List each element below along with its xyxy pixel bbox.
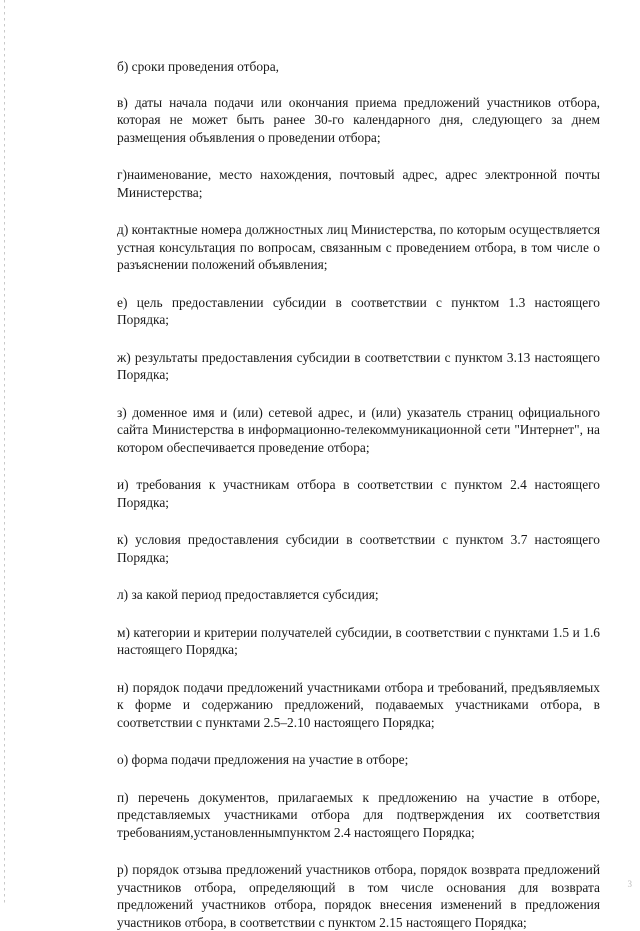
paragraph-e: е) цель предоставлении субсидии в соответствии с пунктом 1.3 настоящего Порядка; <box>117 294 600 327</box>
paragraph-r: р) порядок отзыва предложений участников отбора, порядок возврата предложений участников отбора, определяющий в том числе основания для возврата предложений участников отбора, порядок внесения изменений в предложения участников отбора, в соответствии с пунктом 2.15 настоящего Порядка; <box>117 862 600 930</box>
paragraph-zh: ж) результаты предоставления субсидии в соответствии с пунктом 3.13 настоящего Порядка; <box>117 349 600 382</box>
paragraph-g: г)наименование, место нахождения, почтовый адрес, адрес электронной почты Министерства; <box>117 167 600 200</box>
page-number: 3 <box>627 879 632 889</box>
paragraph-o: о) форма подачи предложения на участие в отборе; <box>117 752 409 767</box>
paragraph-l: л) за какой период предоставляется субсидия; <box>117 587 379 602</box>
paragraph-i: и) требования к участникам отбора в соответствии с пунктом 2.4 настоящего Порядка; <box>117 477 600 510</box>
paragraph-d: д) контактные номера должностных лиц Министерства, по которым осуществляется устная консультация по вопросам, связанным с проведением отбора, в том числе о разъяснении положений объявления; <box>117 222 600 272</box>
page-left-edge <box>4 0 5 905</box>
document-body <box>117 58 600 931</box>
paragraph-z: з) доменное имя и (или) сетевой адрес, и (или) указатель страниц официального сайта Министерства в информационно-телекоммуникационной сети "Интернет", на котором обеспечивается проведение отбора; <box>117 404 600 455</box>
paragraph-n: н) порядок подачи предложений участниками отбора и требований, предъявляемых к форме и содержанию предложений, подаваемых участниками отбора, в соответствии с пунктами 2.5–2.10 настоящего Порядка; <box>117 679 600 730</box>
paragraph-k: к) условия предоставления субсидии в соответствии с пунктом 3.7 настоящего Порядка; <box>117 532 600 565</box>
paragraph-v: в) даты начала подачи или окончания приема предложений участников отбора, которая не может быть ранее 30-го календарного дня, следующего за днем размещения объявления о проведении отбора; <box>117 94 600 145</box>
paragraph-m: м) категории и критерии получателей субсидии, в соответствии с пунктами 1.5 и 1.6 настоящего Порядка; <box>117 624 600 657</box>
paragraph-b: б) сроки проведения отбора, <box>117 59 280 74</box>
paragraph-p: п) перечень документов, прилагаемых к предложению на участие в отборе, представляемых участниками отбора для подтверждения их соответствия требованиям,установленнымпунктом 2.4 настоящего Порядка; <box>117 789 600 840</box>
